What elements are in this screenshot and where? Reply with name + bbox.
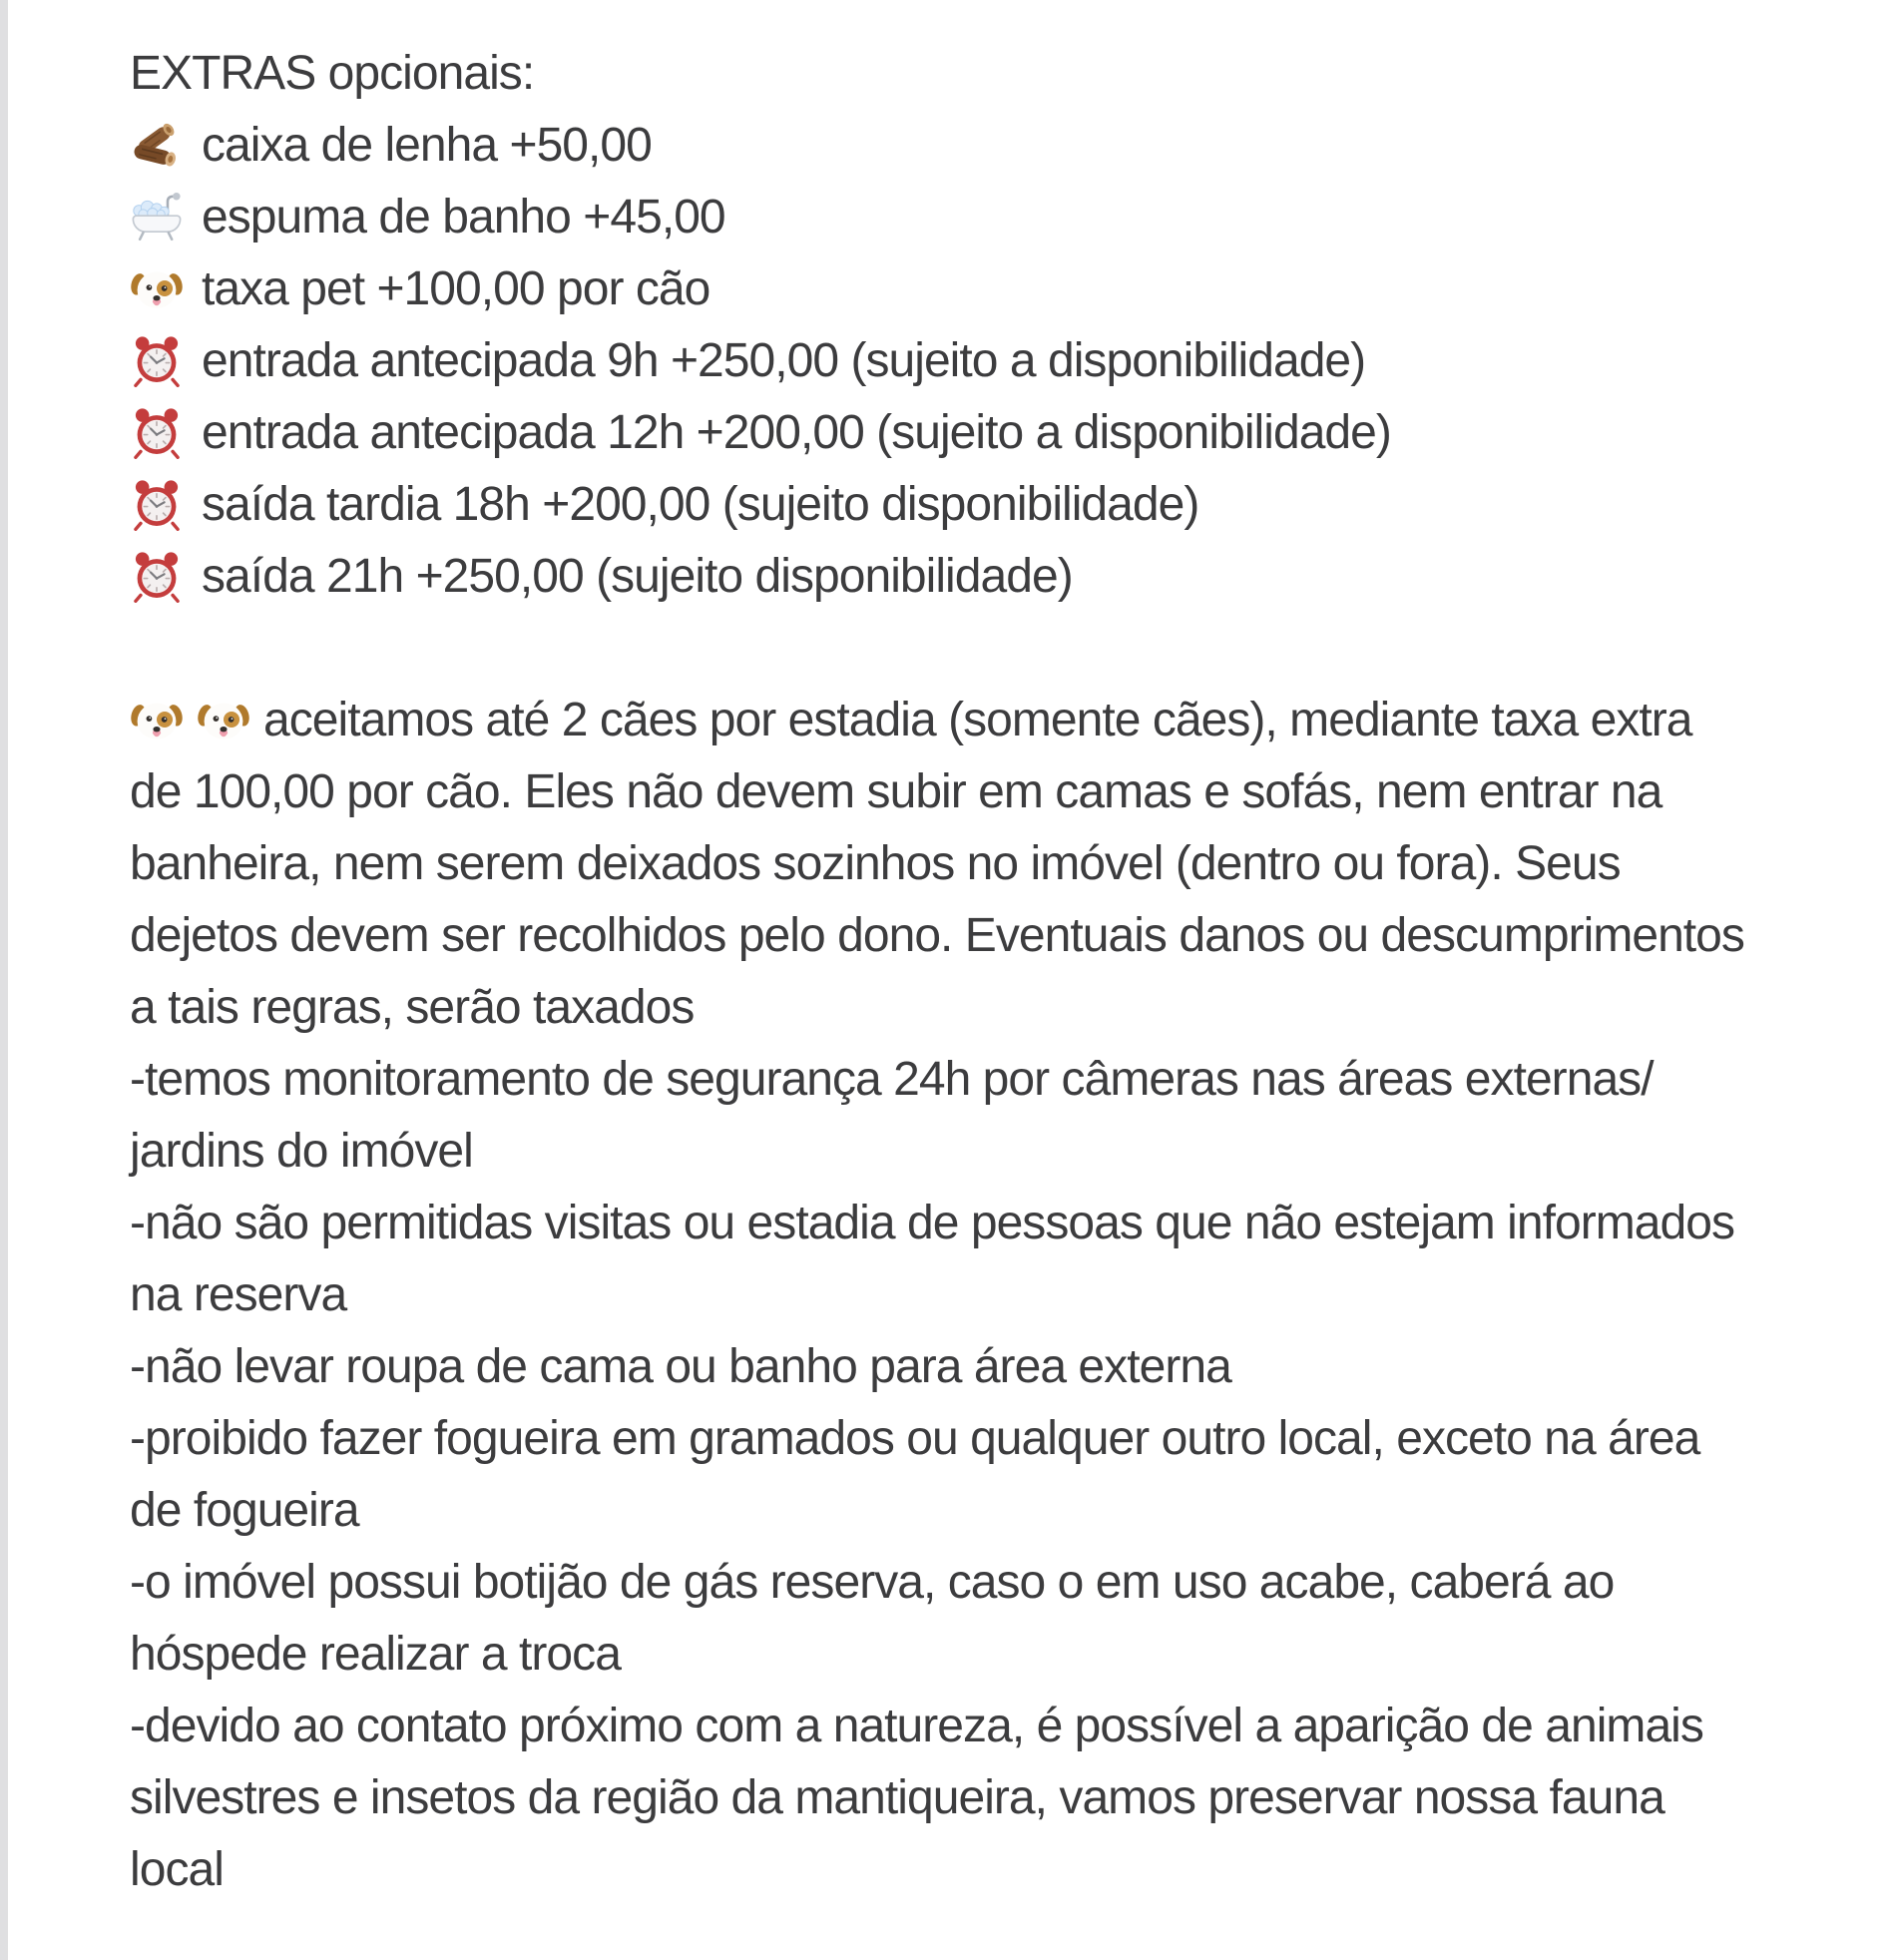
house-rule-text: -o imóvel possui botijão de gás reserva, caso o em uso acabe, caberá ao: [130, 1555, 1615, 1609]
blank-line: [130, 612, 1886, 684]
house-rule-text: -não são permitidas visitas ou estadia de pessoas que não estejam informados: [130, 1196, 1735, 1249]
pet-policy-line: [130, 827, 1886, 899]
pet-policy-text: aceitamos até 2 cães por estadia (somente cães), mediante taxa extra: [263, 693, 1692, 746]
wood-log-emoji: [130, 118, 184, 172]
extras-heading: [130, 37, 1886, 109]
bathtub-emoji: [130, 190, 184, 244]
house-rule-text: silvestres e insetos da região da mantiqueira, vamos preservar nossa fauna: [130, 1770, 1664, 1824]
extras-item-early-checkin-9h: [130, 324, 1886, 396]
extras-item-text: entrada antecipada 9h +250,00 (sujeito a disponibilidade): [202, 333, 1366, 387]
alarm-clock-emoji: [130, 405, 184, 459]
house-rule-text: -devido ao contato próximo com a natureza, é possível a aparição de animais: [130, 1699, 1703, 1752]
house-rule-text: -temos monitoramento de segurança 24h por câmeras nas áreas externas/: [130, 1052, 1654, 1106]
house-rule-line: [130, 1330, 1886, 1402]
pet-policy-line: [130, 971, 1886, 1043]
house-rule-line: [130, 1761, 1886, 1833]
house-rule-text: local: [130, 1842, 224, 1896]
pet-policy-text: a tais regras, serão taxados: [130, 980, 695, 1034]
dog-face-emoji: [130, 261, 184, 315]
house-rule-text: hóspede realizar a troca: [130, 1627, 621, 1681]
house-rule-line: [130, 1546, 1886, 1618]
extras-item-text: espuma de banho +45,00: [202, 190, 725, 244]
house-rule-text: -não levar roupa de cama ou banho para área externa: [130, 1339, 1231, 1393]
house-rule-text: jardins do imóvel: [130, 1124, 473, 1178]
extras-item-text: saída tardia 18h +200,00 (sujeito disponibilidade): [202, 477, 1199, 531]
pet-policy-text: dejetos devem ser recolhidos pelo dono. Eventuais danos ou descumprimentos: [130, 908, 1744, 962]
extras-heading-label: EXTRAS opcionais:: [130, 46, 535, 100]
extras-item-text: caixa de lenha +50,00: [202, 118, 652, 172]
extras-item-bath-foam: [130, 181, 1886, 252]
pet-policy-line: [130, 684, 1886, 755]
house-rule-line: [130, 1187, 1886, 1258]
extras-item-firewood: [130, 109, 1886, 181]
extras-item-text: saída 21h +250,00 (sujeito disponibilidade): [202, 549, 1073, 603]
house-rule-line: [130, 1474, 1886, 1546]
extras-item-late-checkout-18h: [130, 468, 1886, 540]
extras-item-text: taxa pet +100,00 por cão: [202, 261, 711, 315]
house-rule-line: [130, 1043, 1886, 1115]
house-rule-line: [130, 1690, 1886, 1761]
house-rule-text: na reserva: [130, 1267, 347, 1321]
house-rule-line: [130, 1402, 1886, 1474]
pet-policy-text: de 100,00 por cão. Eles não devem subir em camas e sofás, nem entrar na: [130, 764, 1662, 818]
house-rule-text: -proibido fazer fogueira em gramados ou qualquer outro local, exceto na área: [130, 1411, 1700, 1465]
house-rule-line: [130, 1618, 1886, 1690]
alarm-clock-emoji: [130, 549, 184, 603]
house-rule-line: [130, 1258, 1886, 1330]
extras-item-text: entrada antecipada 12h +200,00 (sujeito a disponibilidade): [202, 405, 1391, 459]
alarm-clock-emoji: [130, 477, 184, 531]
dog-face-emoji: [130, 693, 184, 746]
extras-item-early-checkin-12h: [130, 396, 1886, 468]
pet-policy-line: [130, 899, 1886, 971]
house-rule-line: [130, 1115, 1886, 1187]
extras-item-pet-fee: [130, 252, 1886, 324]
dog-face-emoji: [197, 693, 250, 746]
pet-policy-line: [130, 755, 1886, 827]
left-edge-strip: [0, 0, 8, 1960]
pet-policy-text: banheira, nem serem deixados sozinhos no imóvel (dentro ou fora). Seus: [130, 836, 1621, 890]
house-rule-text: de fogueira: [130, 1483, 359, 1537]
alarm-clock-emoji: [130, 333, 184, 387]
house-rule-line: [130, 1833, 1886, 1905]
extras-item-late-checkout-21h: [130, 540, 1886, 612]
